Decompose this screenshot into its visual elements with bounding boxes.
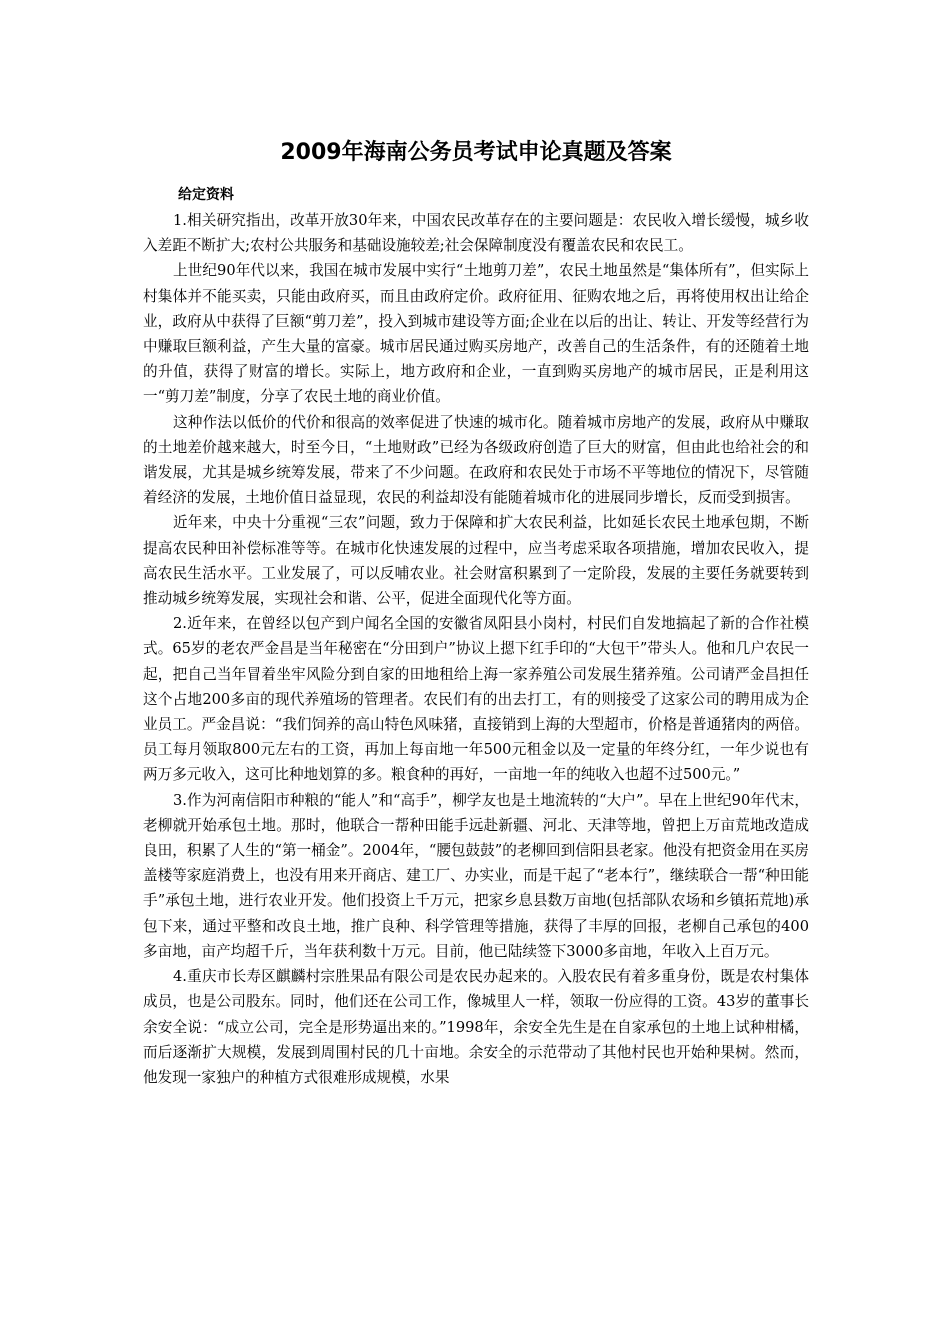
- paragraph-1: 1.相关研究指出，改革开放30年来，中国农民改革存在的主要问题是：农民收入增长缓慢，城乡收入差距不断扩大;农村公共服务和基础设施较差;社会保障制度没有覆盖农民和农民工。: [143, 212, 809, 255]
- paragraph-5: 2.近年来，在曾经以包产到户闻名全国的安徽省凤阳县小岗村，村民们自发地搞起了新的合作社模式。65岁的老农严金昌是当年秘密在“分田到户”协议上摁下红手印的“大包干”带头人。他和几户农民一起，把自己当年冒着坐牢风险分到自家的田地租给上海一家养殖公司发展生猪养殖。公司请严金昌担任这个占地200多亩的现代养殖场的管理者。农民们有的出去打工，有的则接受了这家公司的聘用成为企业员工。严金昌说：“我们饲养的高山特色风味猪，直接销到上海的大型超市，价格是普通猪肉的两倍。员工每月领取800元左右的工资，再加上每亩地一年500元租金以及一定量的年终分红，一年少说也有两万多元收入，这可比种地划算的多。粮食种的再好，一亩地一年的纯收入也超不过500元。”: [143, 615, 809, 784]
- paragraph-3: 这种作法以低价的代价和很高的效率促进了快速的城市化。随着城市房地产的发展，政府从中赚取的土地差价越来越大，时至今日，“土地财政”已经为各级政府创造了巨大的财富，但由此也给社会的和谐发展，尤其是城乡统筹发展，带来了不少问题。在政府和农民处于市场不平等地位的情况下，尽管随着经济的发展，土地价值日益显现，农民的利益却没有能随着城市化的进展同步增长，反而受到损害。: [143, 413, 809, 507]
- paragraph-4: 近年来，中央十分重视“三农”问题，致力于保障和扩大农民利益，比如延长农民土地承包期，不断提高农民种田补偿标准等等。在城市化快速发展的过程中，应当考虑采取各项措施，增加农民收入，提高农民生活水平。工业发展了，可以反哺农业。社会财富积累到了一定阶段，发展的主要任务就要转到推动城乡统筹发展，实现社会和谐、公平，促进全面现代化等方面。: [143, 514, 809, 608]
- paragraph-2: 上世纪90年代以来，我国在城市发展中实行“土地剪刀差”，农民土地虽然是“集体所有”，但实际上村集体并不能买卖，只能由政府买，而且由政府定价。政府征用、征购农地之后，再将使用权出让给企业，政府从中获得了巨额“剪刀差”，投入到城市建设等方面;企业在以后的出让、转让、开发等经营行为中赚取巨额利益，产生大量的富豪。城市居民通过购买房地产，改善自己的生活条件，有的还随着土地的升值，获得了财富的增长。实际上，地方政府和企业，一直到购买房地产的城市居民，正是利用这一“剪刀差”制度，分享了农民土地的商业价值。: [143, 262, 809, 406]
- document-page: [143, 128, 809, 1090]
- paragraph-6: 3.作为河南信阳市种粮的“能人”和“高手”，柳学友也是土地流转的“大户”。早在上世纪90年代末，老柳就开始承包土地。那时，他联合一帮种田能手远赴新疆、河北、天津等地，曾把上万亩荒地改造成良田，积累了人生的“第一桶金”。2004年，“腰包鼓鼓”的老柳回到信阳县老家。他没有把资金用在买房盖楼等家庭消费上，也没有用来开商店、建工厂、办实业，而是干起了“老本行”，继续联合一帮“种田能手”承包土地，进行农业开发。他们投资上千万元，把家乡息县数万亩地(包括部队农场和乡镇拓荒地)承包下来，通过平整和改良土地，推广良种、科学管理等措施，获得了丰厚的回报，老柳自己承包的400多亩地，亩产均超千斤，当年获利数十万元。目前，他已陆续签下3000多亩地，年收入上百万元。: [143, 791, 809, 960]
- paragraph-7: 4.重庆市长寿区麒麟村宗胜果品有限公司是农民办起来的。入股农民有着多重身份，既是农村集体成员，也是公司股东。同时，他们还在公司工作，像城里人一样，领取一份应得的工资。43岁的董事长余安全说：“成立公司，完全是形势逼出来的。”1998年，余安全先生是在自家承包的土地上试种柑橘，而后逐渐扩大规模，发展到周围村民的几十亩地。余安全的示范带动了其他村民也开始种果树。然而，他发现一家独户的种植方式很难形成规模，水果: [143, 968, 809, 1086]
- section-heading: 给定资料: [178, 187, 234, 203]
- document-title: 2009年海南公务员考试申论真题及答案: [280, 140, 672, 165]
